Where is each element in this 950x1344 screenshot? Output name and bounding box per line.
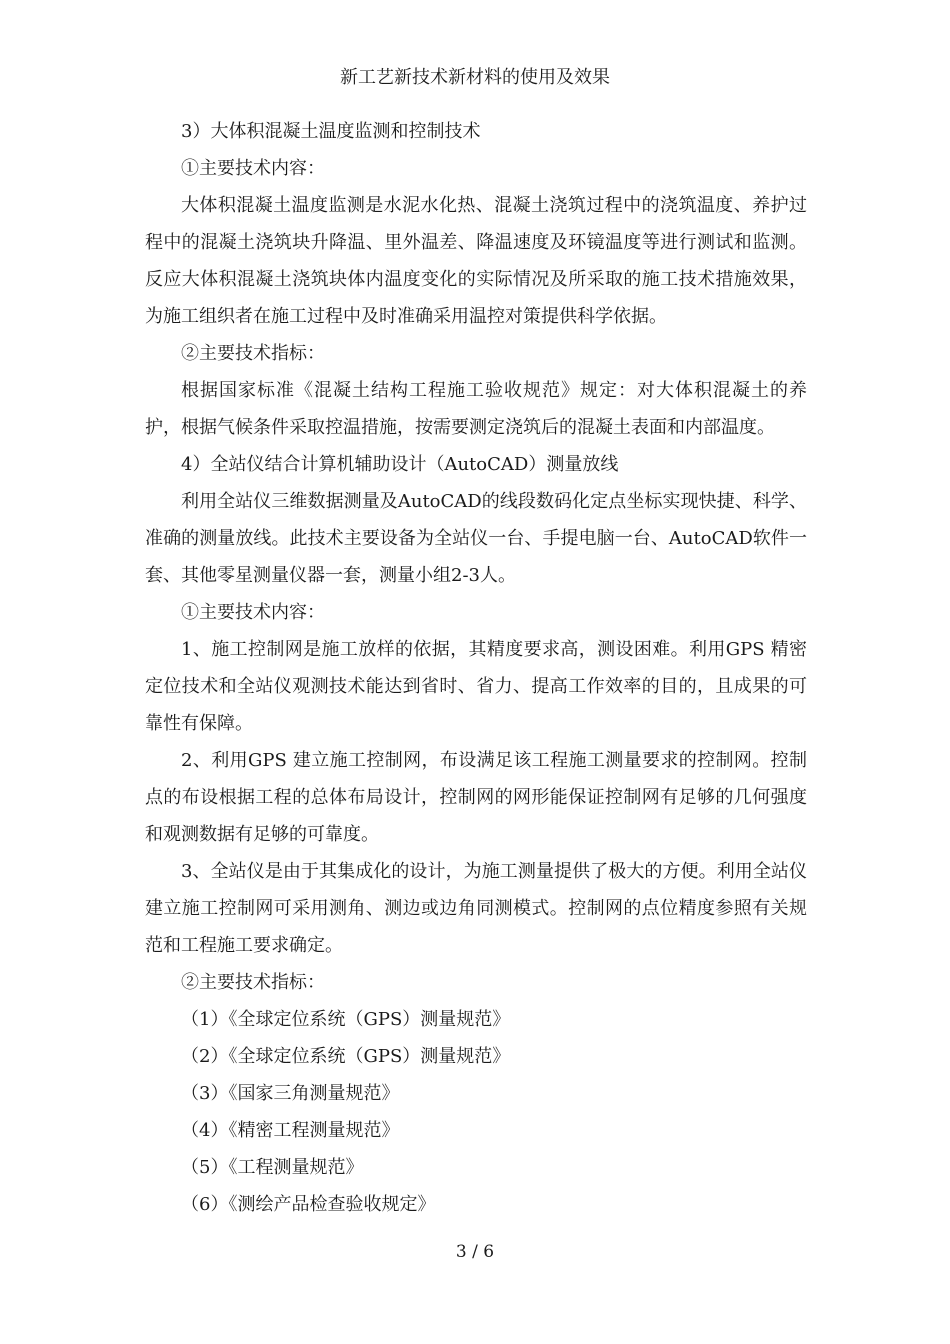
standard-list-item: （6）《测绘产品检查验收规定》 [181, 1194, 436, 1215]
standard-list-item: （3）《国家三角测量规范》 [181, 1083, 400, 1104]
standard-list-item: （4）《精密工程测量规范》 [181, 1120, 400, 1141]
standard-list-item: （2）《全球定位系统（GPS）测量规范》 [181, 1046, 511, 1067]
paragraph-item-1: 1、施工控制网是施工放样的依据，其精度要求高，测设困难。利用GPS 精密定位技术和全站仪观测技术能达到省时、省力、提高工作效率的目的，且成果的可靠性有保障。 [145, 639, 807, 734]
subheading-main-content: ①主要技术内容： [181, 158, 325, 179]
standard-list-item: （5）《工程测量规范》 [181, 1157, 364, 1178]
document-body [145, 113, 807, 1223]
section-heading-4: 4）全站仪结合计算机辅助设计（AutoCAD）测量放线 [181, 454, 619, 475]
page-header: 新工艺新技术新材料的使用及效果 [340, 67, 610, 88]
paragraph-concrete-monitoring: 大体积混凝土温度监测是水泥水化热、混凝土浇筑过程中的浇筑温度、养护过程中的混凝土浇筑块升降温、里外温差、降温速度及环镜温度等进行测试和监测。反应大体积混凝土浇筑块体内温度变化的实际情况及所采取的施工技术措施效果，为施工组织者在施工过程中及时准确采用温控对策提供科学依据。 [145, 195, 807, 327]
paragraph-item-3: 3、全站仪是由于其集成化的设计，为施工测量提供了极大的方便。利用全站仪建立施工控制网可采用测角、测边或边角同测模式。控制网的点位精度参照有关规范和工程施工要求确定。 [145, 861, 807, 956]
section-heading-3: 3）大体积混凝土温度监测和控制技术 [181, 121, 481, 142]
paragraph-total-station-intro: 利用全站仪三维数据测量及AutoCAD的线段数码化定点坐标实现快捷、科学、准确的测量放线。此技术主要设备为全站仪一台、手提电脑一台、AutoCAD软件一套、其他零星测量仪器一套，测量小组2-3人。 [145, 491, 807, 586]
subheading-main-indicators: ②主要技术指标： [181, 972, 325, 993]
subheading-main-content: ①主要技术内容： [181, 602, 325, 623]
paragraph-item-2: 2、利用GPS 建立施工控制网，布设满足该工程施工测量要求的控制网。控制点的布设根据工程的总体布局设计，控制网的网形能保证控制网有足够的几何强度和观测数据有足够的可靠度。 [145, 750, 807, 845]
subheading-main-indicators: ②主要技术指标： [181, 343, 325, 364]
page-number: 3 / 6 [455, 1242, 495, 1262]
paragraph-national-standard: 根据国家标准《混凝土结构工程施工验收规范》规定：对大体积混凝土的养护，根据气候条件采取控温措施，按需要测定浇筑后的混凝土表面和内部温度。 [145, 380, 807, 438]
standard-list-item: （1）《全球定位系统（GPS）测量规范》 [181, 1009, 511, 1030]
